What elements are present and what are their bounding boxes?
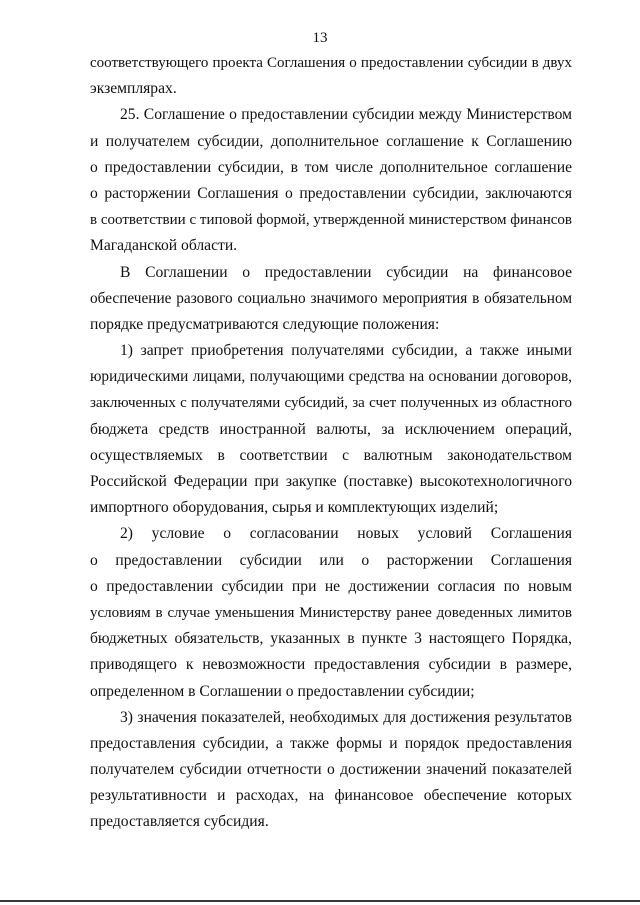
text-line: приводящего к невозможности предоставления субсидии в размере, [90, 656, 572, 674]
paragraph-agreement-provisions [90, 260, 572, 339]
list-item-1 [90, 338, 572, 521]
page-number: 13 [312, 30, 328, 46]
text-line: 25. Соглашение о предоставлении субсидии между Министерством [120, 106, 572, 124]
text-line: и получателем субсидии, дополнительное соглашение к Соглашению [90, 132, 572, 150]
text-line: получателем субсидии отчетности о достижении значений показателей [90, 761, 572, 779]
text-line: юридическими лицами, получающими средства на основании договоров, [90, 368, 572, 386]
list-item-3 [90, 705, 572, 836]
text-line: импортного оборудования, сырья и комплектующих изделий; [90, 499, 499, 517]
text-line: в соответствии с типовой формой, утвержденной министерством финансов [90, 212, 572, 229]
text-line: обеспечение разового социально значимого мероприятия в обязательном [90, 289, 572, 307]
text-line: о предоставлении субсидии или о расторжении Соглашения [90, 551, 572, 569]
text-line: 1) запрет приобретения получателями субсидии, а также иными [120, 342, 572, 360]
paragraph-25 [90, 102, 572, 259]
text-line: осуществляемых в соответствии с валютным законодательством [90, 446, 572, 464]
text-line: порядке предусматриваются следующие положения: [90, 315, 440, 333]
scan-edge-line [0, 900, 640, 902]
text-line: экземплярах. [90, 80, 177, 98]
text-line: заключенных с получателями субсидий, за счет полученных из областного [90, 395, 572, 412]
text-line: соответствующего проекта Соглашения о предоставлении субсидии в двух [90, 55, 572, 71]
text-line: 3) значения показателей, необходимых для достижения результатов [120, 708, 572, 726]
text-line: бюджета средств иностранной валюты, за исключением операций, [90, 420, 572, 438]
text-line: определенном в Соглашении о предоставлении субсидии; [90, 682, 475, 700]
text-line: о предоставлении субсидии, в том числе дополнительное соглашение [90, 158, 572, 176]
text-line: Магаданской области. [90, 237, 238, 255]
text-line: предоставления субсидии, а также формы и порядок предоставления [90, 734, 572, 752]
text-line: предоставляется субсидия. [90, 813, 269, 831]
text-line: о предоставлении субсидии при не достижении согласия по новым [90, 577, 572, 595]
paragraph-continuation [90, 50, 572, 102]
text-line: результативности и расходах, на финансовое обеспечение которых [90, 787, 572, 805]
text-line: В Соглашении о предоставлении субсидии на финансовое [120, 263, 572, 281]
text-line: Российской Федерации при закупке (поставке) высокотехнологичного [90, 473, 572, 490]
text-line: условиям в случае уменьшения Министерству ранее доведенных лимитов [90, 604, 572, 621]
text-line: 2) условие о согласовании новых условий Соглашения [120, 525, 572, 543]
text-line: бюджетных обязательств, указанных в пункте 3 настоящего Порядка, [90, 630, 572, 648]
list-item-2 [90, 521, 572, 704]
document-body [90, 50, 572, 836]
text-line: о расторжении Соглашения о предоставлении субсидии, заключаются [90, 184, 572, 202]
